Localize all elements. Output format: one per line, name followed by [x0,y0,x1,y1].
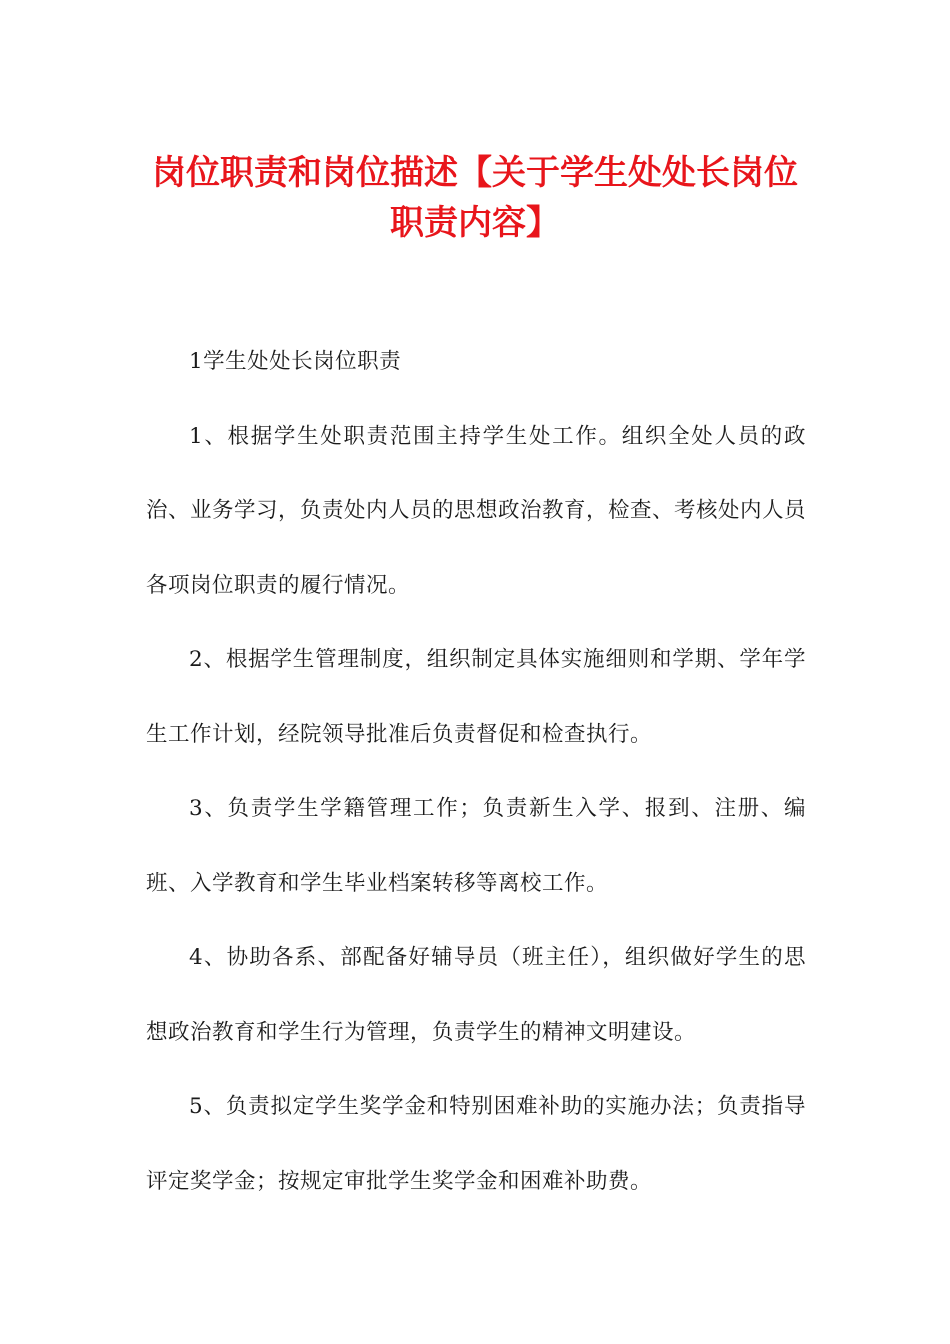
paragraph-5: 5、负责拟定学生奖学金和特别困难补助的实施办法；负责指导评定奖学金；按规定审批学生奖学金和困难补助费。 [146,1094,806,1194]
paragraph-4: 4、协助各系、部配备好辅导员（班主任），组织做好学生的思想政治教育和学生行为管理，负责学生的精神文明建设。 [146,945,806,1045]
section-heading: 1学生处处长岗位职责 [189,349,402,374]
paragraph-2: 2、根据学生管理制度，组织制定具体实施细则和学期、学年学生工作计划，经院领导批准后负责督促和检查执行。 [146,647,806,747]
paragraph-1: 1、根据学生处职责范围主持学生处工作。组织全处人员的政治、业务学习，负责处内人员的思想政治教育，检查、考核处内人员各项岗位职责的履行情况。 [146,423,807,598]
document-body [146,325,806,1219]
paragraph-3: 3、负责学生学籍管理工作；负责新生入学、报到、注册、编班、入学教育和学生毕业档案转移等离校工作。 [146,796,806,896]
document-title: 岗位职责和岗位描述【关于学生处处长岗位职责内容】 [152,153,798,243]
